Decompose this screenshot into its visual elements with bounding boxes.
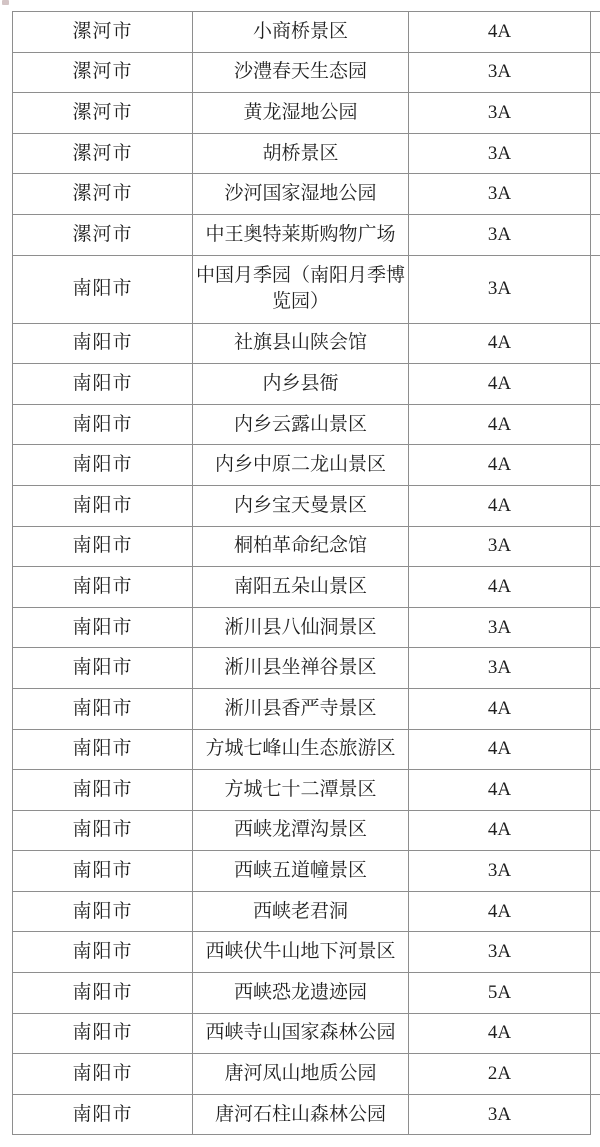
name-cell: 方城七峰山生态旅游区 [193, 729, 409, 770]
table-row [13, 688, 600, 729]
rating-cell: 4A [409, 810, 591, 851]
table-row [13, 364, 600, 405]
name-cell: 沙河国家湿地公园 [193, 174, 409, 215]
city-cell: 南阳市 [13, 607, 193, 648]
rating-cell: 4A [409, 729, 591, 770]
table-row [13, 648, 600, 689]
cropped-column-stub [591, 810, 600, 851]
table-row [13, 214, 600, 255]
table-row [13, 932, 600, 973]
name-cell: 西峡龙潭沟景区 [193, 810, 409, 851]
city-cell: 南阳市 [13, 810, 193, 851]
rating-cell: 3A [409, 174, 591, 215]
cropped-column-stub [591, 52, 600, 93]
rating-cell: 4A [409, 770, 591, 811]
name-cell: 淅川县坐禅谷景区 [193, 648, 409, 689]
city-cell: 漯河市 [13, 174, 193, 215]
rating-cell: 3A [409, 133, 591, 174]
scenic-area-rating-table [12, 11, 600, 1135]
cropped-column-stub [591, 133, 600, 174]
name-cell: 西峡老君洞 [193, 891, 409, 932]
city-cell: 漯河市 [13, 52, 193, 93]
city-cell: 南阳市 [13, 445, 193, 486]
cropped-column-stub [591, 404, 600, 445]
table-row [13, 1094, 600, 1135]
name-cell: 西峡恐龙遗迹园 [193, 973, 409, 1014]
city-cell: 南阳市 [13, 770, 193, 811]
city-cell: 南阳市 [13, 404, 193, 445]
cropped-column-stub [591, 255, 600, 323]
city-cell: 南阳市 [13, 1013, 193, 1054]
table-row [13, 93, 600, 134]
name-cell: 中国月季园（南阳月季博览园） [193, 255, 409, 323]
cropped-column-stub [591, 12, 600, 53]
rating-cell: 4A [409, 364, 591, 405]
cropped-content-remnant [2, 0, 9, 5]
rating-cell: 4A [409, 445, 591, 486]
table-row [13, 485, 600, 526]
name-cell: 唐河石柱山森林公园 [193, 1094, 409, 1135]
rating-cell: 4A [409, 891, 591, 932]
table-row [13, 12, 600, 53]
rating-cell: 4A [409, 688, 591, 729]
city-cell: 南阳市 [13, 323, 193, 364]
cropped-column-stub [591, 688, 600, 729]
city-cell: 南阳市 [13, 688, 193, 729]
table-row [13, 404, 600, 445]
name-cell: 内乡中原二龙山景区 [193, 445, 409, 486]
city-cell: 漯河市 [13, 214, 193, 255]
cropped-column-stub [591, 526, 600, 567]
cropped-column-stub [591, 607, 600, 648]
table-row [13, 729, 600, 770]
city-cell: 南阳市 [13, 648, 193, 689]
name-cell: 方城七十二潭景区 [193, 770, 409, 811]
city-cell: 漯河市 [13, 93, 193, 134]
cropped-column-stub [591, 648, 600, 689]
city-cell: 漯河市 [13, 12, 193, 53]
table-row [13, 323, 600, 364]
table-row [13, 133, 600, 174]
city-cell: 南阳市 [13, 567, 193, 608]
rating-cell: 3A [409, 648, 591, 689]
cropped-column-stub [591, 891, 600, 932]
name-cell: 胡桥景区 [193, 133, 409, 174]
rating-cell: 3A [409, 932, 591, 973]
cropped-column-stub [591, 932, 600, 973]
rating-cell: 5A [409, 973, 591, 1014]
cropped-column-stub [591, 445, 600, 486]
table-row [13, 810, 600, 851]
name-cell: 西峡伏牛山地下河景区 [193, 932, 409, 973]
table-row [13, 1013, 600, 1054]
name-cell: 内乡县衙 [193, 364, 409, 405]
table-body [13, 12, 600, 1135]
table-row [13, 526, 600, 567]
name-cell: 社旗县山陕会馆 [193, 323, 409, 364]
cropped-column-stub [591, 1013, 600, 1054]
rating-cell: 3A [409, 1094, 591, 1135]
city-cell: 南阳市 [13, 973, 193, 1014]
rating-cell: 4A [409, 323, 591, 364]
table-row [13, 255, 600, 323]
name-cell: 唐河凤山地质公园 [193, 1054, 409, 1095]
cropped-column-stub [591, 973, 600, 1014]
name-cell: 桐柏革命纪念馆 [193, 526, 409, 567]
table-row [13, 1054, 600, 1095]
table-row [13, 174, 600, 215]
table-row [13, 891, 600, 932]
name-cell: 中王奥特莱斯购物广场 [193, 214, 409, 255]
rating-cell: 4A [409, 485, 591, 526]
name-cell: 黄龙湿地公园 [193, 93, 409, 134]
city-cell: 南阳市 [13, 526, 193, 567]
city-cell: 南阳市 [13, 891, 193, 932]
name-cell: 淅川县八仙洞景区 [193, 607, 409, 648]
city-cell: 南阳市 [13, 485, 193, 526]
city-cell: 南阳市 [13, 729, 193, 770]
cropped-column-stub [591, 729, 600, 770]
name-cell: 淅川县香严寺景区 [193, 688, 409, 729]
rating-cell: 4A [409, 1013, 591, 1054]
rating-cell: 4A [409, 12, 591, 53]
cropped-column-stub [591, 485, 600, 526]
rating-cell: 3A [409, 526, 591, 567]
city-cell: 南阳市 [13, 1094, 193, 1135]
cropped-column-stub [591, 174, 600, 215]
cropped-column-stub [591, 770, 600, 811]
cropped-column-stub [591, 1094, 600, 1135]
rating-cell: 3A [409, 851, 591, 892]
city-cell: 南阳市 [13, 255, 193, 323]
table-row [13, 770, 600, 811]
city-cell: 南阳市 [13, 1054, 193, 1095]
table-row [13, 973, 600, 1014]
table-row [13, 567, 600, 608]
name-cell: 内乡云露山景区 [193, 404, 409, 445]
name-cell: 西峡寺山国家森林公园 [193, 1013, 409, 1054]
rating-cell: 3A [409, 52, 591, 93]
name-cell: 南阳五朵山景区 [193, 567, 409, 608]
name-cell: 沙澧春天生态园 [193, 52, 409, 93]
cropped-column-stub [591, 323, 600, 364]
table-row [13, 445, 600, 486]
cropped-column-stub [591, 567, 600, 608]
city-cell: 南阳市 [13, 364, 193, 405]
cropped-column-stub [591, 364, 600, 405]
table-row [13, 851, 600, 892]
rating-cell: 3A [409, 607, 591, 648]
rating-cell: 4A [409, 404, 591, 445]
table-row [13, 607, 600, 648]
name-cell: 内乡宝天曼景区 [193, 485, 409, 526]
city-cell: 南阳市 [13, 932, 193, 973]
rating-cell: 2A [409, 1054, 591, 1095]
city-cell: 南阳市 [13, 851, 193, 892]
rating-cell: 3A [409, 93, 591, 134]
cropped-column-stub [591, 851, 600, 892]
rating-cell: 4A [409, 567, 591, 608]
rating-cell: 3A [409, 255, 591, 323]
table-row [13, 52, 600, 93]
cropped-column-stub [591, 214, 600, 255]
name-cell: 西峡五道幢景区 [193, 851, 409, 892]
rating-cell: 3A [409, 214, 591, 255]
name-cell: 小商桥景区 [193, 12, 409, 53]
cropped-column-stub [591, 1054, 600, 1095]
cropped-column-stub [591, 93, 600, 134]
city-cell: 漯河市 [13, 133, 193, 174]
